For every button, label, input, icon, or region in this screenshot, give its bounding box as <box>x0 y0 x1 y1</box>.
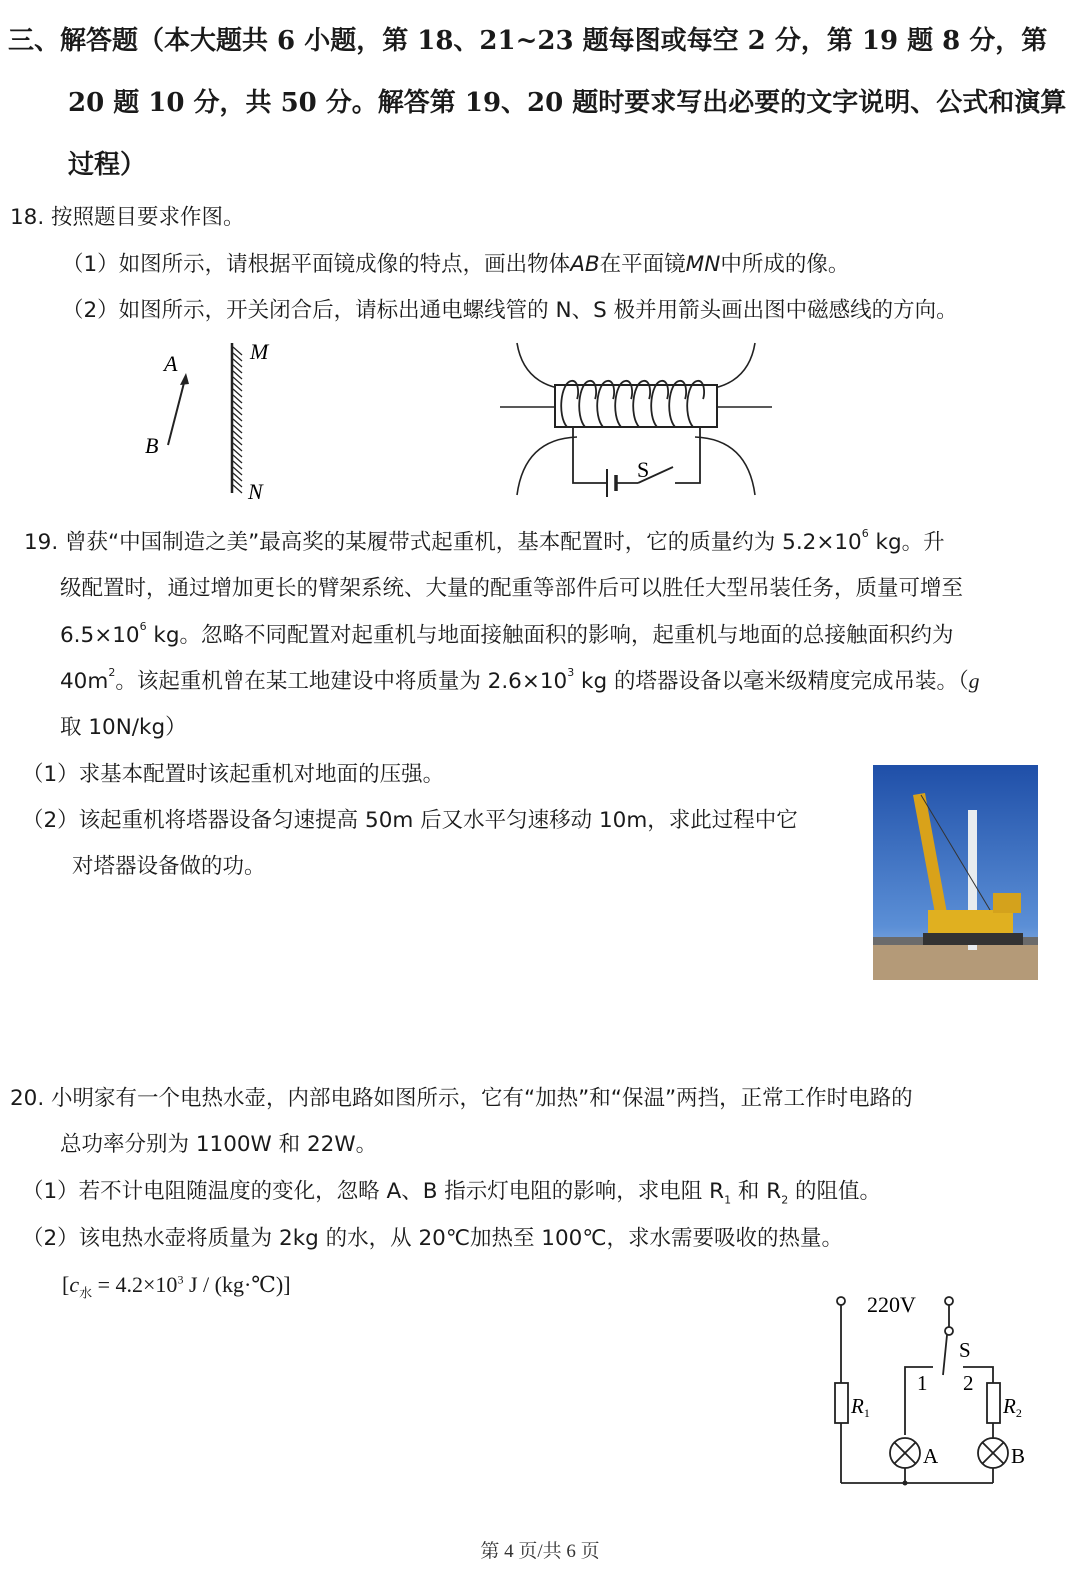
arrow-head <box>180 373 189 385</box>
q18-part1-object: AB <box>570 252 600 277</box>
object-ab-arrow <box>168 379 185 445</box>
label-m: M <box>250 339 269 364</box>
q18-part2: （2）如图所示，开关闭合后，请标出通电螺线管的 N、S 极并用箭头画出图中磁感线的方向。 <box>62 298 958 323</box>
q19-line4-area: 40m <box>60 669 109 694</box>
formula-value: = 4.2×10 <box>92 1272 178 1297</box>
q18-part1-text2: 在平面镜 <box>599 252 686 277</box>
contact1-label: 1 <box>917 1371 928 1395</box>
solenoid-figure <box>495 335 780 505</box>
counterweight <box>993 893 1021 913</box>
switch-label: S <box>959 1338 971 1362</box>
field-line-bottom-left <box>517 437 577 495</box>
terminal-left <box>837 1297 845 1305</box>
voltage-label: 220V <box>867 1292 916 1317</box>
q19-line5: 取 10N/kg） <box>60 715 187 740</box>
contact2-label: 2 <box>963 1371 974 1395</box>
lamp-a-label: A <box>923 1444 939 1468</box>
switch-label: S <box>637 457 650 482</box>
terminal-right <box>945 1297 953 1305</box>
crane-photo <box>873 765 1038 980</box>
q20-r1-sub: 1 <box>724 1193 732 1207</box>
formula-exp: 3 <box>177 1272 184 1287</box>
ground <box>873 943 1038 980</box>
q18-part1-text3: 中所成的像。 <box>720 252 850 277</box>
crane-tracks <box>923 933 1023 945</box>
q20-part1-text: （1）若不计电阻随温度的变化，忽略 A、B 指示灯电阻的影响，求电阻 R <box>22 1179 725 1204</box>
r2-sub: 2 <box>1015 1406 1022 1420</box>
q19-line1 <box>24 525 945 556</box>
q19-line1-text: 19. 曾获“中国制造之美”最高奖的某履带式起重机，基本配置时，它的质量约为 5.2×10 <box>24 530 862 555</box>
q19-line1-end: kg。升 <box>868 530 945 555</box>
q20-line2: 总功率分别为 1100W 和 22W。 <box>60 1132 378 1157</box>
q19-line3-num: 6.5×10 <box>60 623 140 648</box>
q20-part1-and: 和 R <box>731 1179 782 1204</box>
field-line-bottom-right <box>695 437 755 495</box>
mirror-figure <box>130 335 290 505</box>
q20-part2: （2）该电热水壶将质量为 2kg 的水，从 20℃加热至 100℃，求水需要吸收的热量。 <box>22 1226 843 1251</box>
page-number: 第 4 页/共 6 页 <box>480 1541 600 1562</box>
formula-water-sub: 水 <box>79 1285 93 1301</box>
r1-letter: R <box>851 1394 864 1418</box>
q19-line3 <box>60 618 954 649</box>
resistor-r2 <box>987 1383 1000 1423</box>
q18-stem: 18. 按照题目要求作图。 <box>10 205 245 230</box>
r2-label <box>1002 1394 1022 1420</box>
q19-line3-text: kg。忽略不同配置对起重机与地面接触面积的影响，起重机与地面的总接触面积约为 <box>146 623 954 648</box>
label-n: N <box>248 479 263 504</box>
q19-line4-text2: kg 的塔器设备以毫米级精度完成吊装。（ <box>574 669 969 694</box>
q19-exp2: 6 <box>139 620 147 633</box>
q19-line4-text: 。该起重机曾在某工地建设中将质量为 2.6×10 <box>115 669 568 694</box>
q20-r2-sub: 2 <box>781 1193 789 1207</box>
crane-body <box>928 910 1013 935</box>
q20-part1 <box>22 1174 881 1206</box>
q19-g-symbol: g <box>968 669 980 693</box>
formula-bracket: [ <box>62 1272 70 1297</box>
q19-part2-line1: （2）该起重机将塔器设备匀速提高 50m 后又水平匀速移动 10m，求此过程中它 <box>22 808 798 833</box>
q18-part1 <box>62 247 849 278</box>
section-heading-line1: 三、解答题（本大题共 6 小题，第 18、21~23 题每图或每空 2 分，第 19 题 8 分，第 <box>8 26 1048 56</box>
lamp-b-label: B <box>1011 1444 1026 1468</box>
q19-exp3: 2 <box>108 666 116 679</box>
formula-unit: J / (kg·℃)] <box>183 1272 291 1297</box>
section-heading-line2: 20 题 10 分，共 50 分。解答第 19、20 题时要求写出必要的文字说明、公式和演算 <box>68 88 1067 118</box>
q19-line2: 级配置时，通过增加更长的臂架系统、大量的配重等部件后可以胜任大型吊装任务，质量可增至 <box>60 576 964 601</box>
switch-pivot <box>945 1327 953 1335</box>
field-line-top-right <box>695 343 755 390</box>
switch-blade <box>943 1335 947 1375</box>
label-b: B <box>145 433 159 458</box>
q19-line4 <box>60 664 980 695</box>
r1-sub: 1 <box>863 1406 870 1420</box>
formula-c: c <box>69 1272 80 1297</box>
q18-part1-text: （1）如图所示，请根据平面镜成像的特点，画出物体 <box>62 252 571 277</box>
wire-left <box>573 427 607 483</box>
resistor-r1 <box>835 1383 848 1423</box>
kettle-circuit <box>825 1285 1040 1495</box>
q19-exp4: 3 <box>567 666 575 679</box>
q20-line1: 20. 小明家有一个电热水壶，内部电路如图所示，它有“加热”和“保温”两挡，正常工作时电路的 <box>10 1086 913 1111</box>
q19-part1: （1）求基本配置时该起重机对地面的压强。 <box>22 762 445 787</box>
section-heading-line3: 过程） <box>68 150 147 180</box>
q20-part1-end: 的阻值。 <box>788 1179 882 1204</box>
r1-label <box>850 1394 870 1420</box>
r2-letter: R <box>1003 1394 1016 1418</box>
mirror-hatching <box>233 347 242 493</box>
specific-heat-formula <box>62 1272 291 1301</box>
wire-right <box>675 427 700 483</box>
q19-part2-line2: 对塔器设备做的功。 <box>72 854 266 879</box>
junction-dot <box>903 1481 908 1486</box>
label-a: A <box>164 351 178 376</box>
q18-part1-mirror: MN <box>685 252 721 277</box>
q19-exp1: 6 <box>861 527 869 540</box>
